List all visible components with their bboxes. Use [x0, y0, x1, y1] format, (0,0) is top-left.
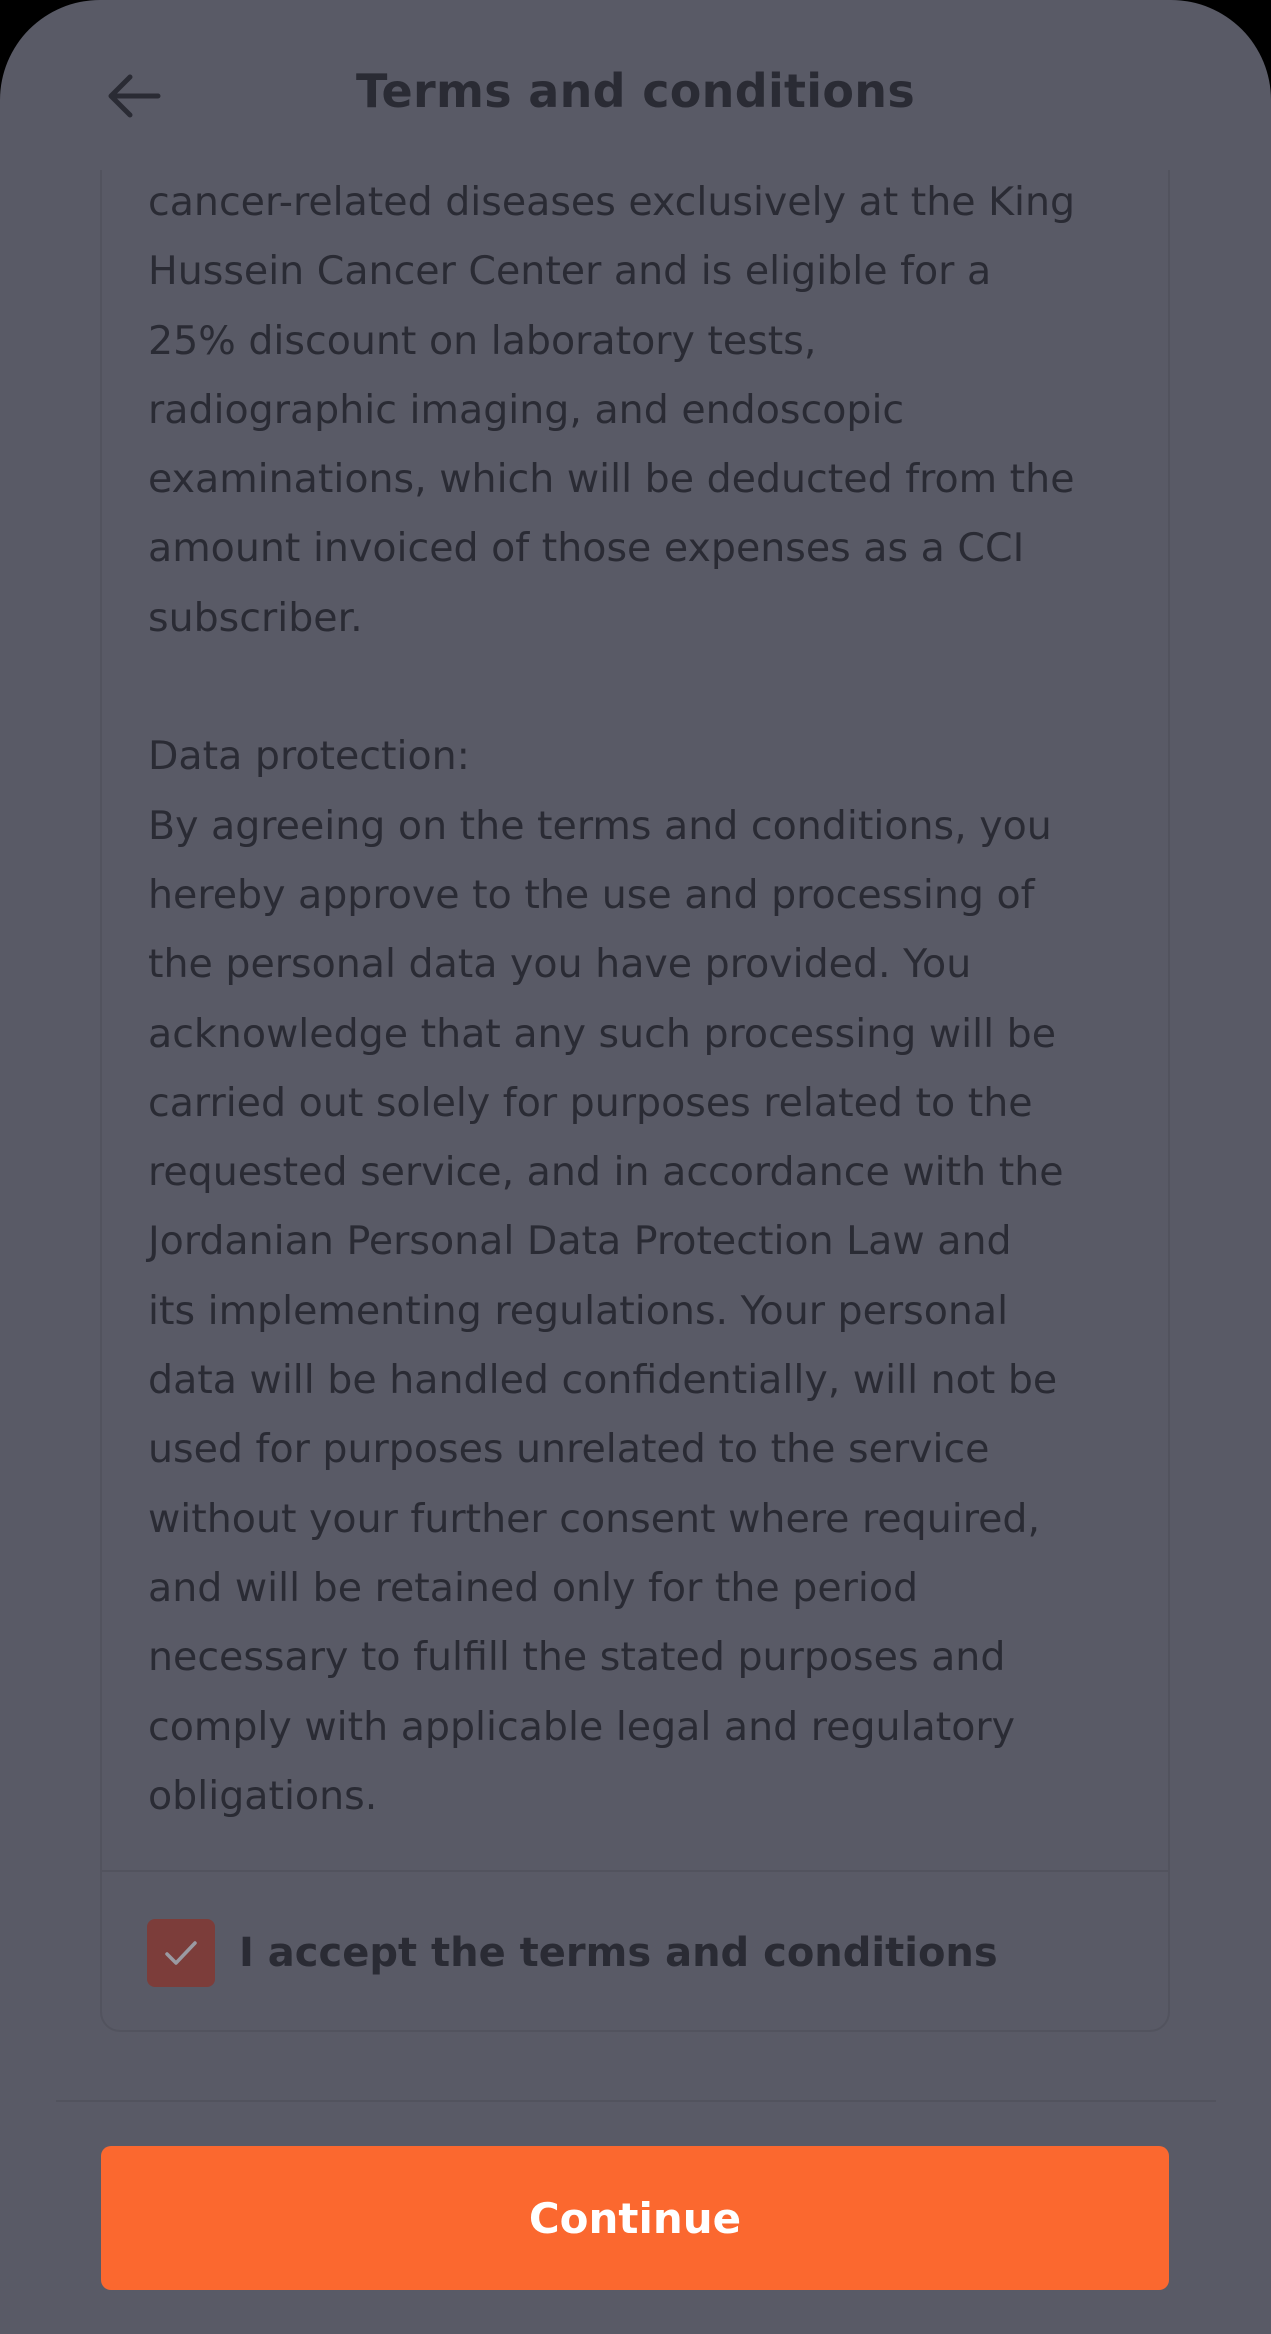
divider	[100, 1870, 1170, 1872]
checkmark-icon	[161, 1933, 201, 1973]
footer-divider	[56, 2100, 1216, 2102]
accept-label: I accept the terms and conditions	[239, 1930, 998, 1976]
terms-text: cancer-related diseases exclusively at the King Hussein Cancer Center and is eligible for a 25% discount on laboratory tests, radiographic imaging, and endoscopic examinations, which will be deducted from the amount invoiced of those expenses as a CCI subscriber. Data protection: By agreeing on the terms and conditions, you hereby approve to the use and processing of the personal data you have provided. You acknowledge that any such processing will be carried out solely for purposes related to the requested service, and in accordance with the Jordanian Personal Data Protection Law and its implementing regulations. Your personal data will be handled confidentially, will not be used for purposes unrelated to the service without your further consent where required, and will be retained only for the period necessary to fulfill the stated purposes and comply with applicable legal and regulatory obligations.	[148, 179, 1076, 1819]
accept-checkbox[interactable]	[147, 1919, 215, 1987]
top-bar	[0, 0, 1271, 190]
accept-terms-row[interactable]	[147, 1919, 998, 1987]
continue-button[interactable]: Continue	[101, 2146, 1169, 2290]
page-title: Terms and conditions	[355, 64, 915, 118]
